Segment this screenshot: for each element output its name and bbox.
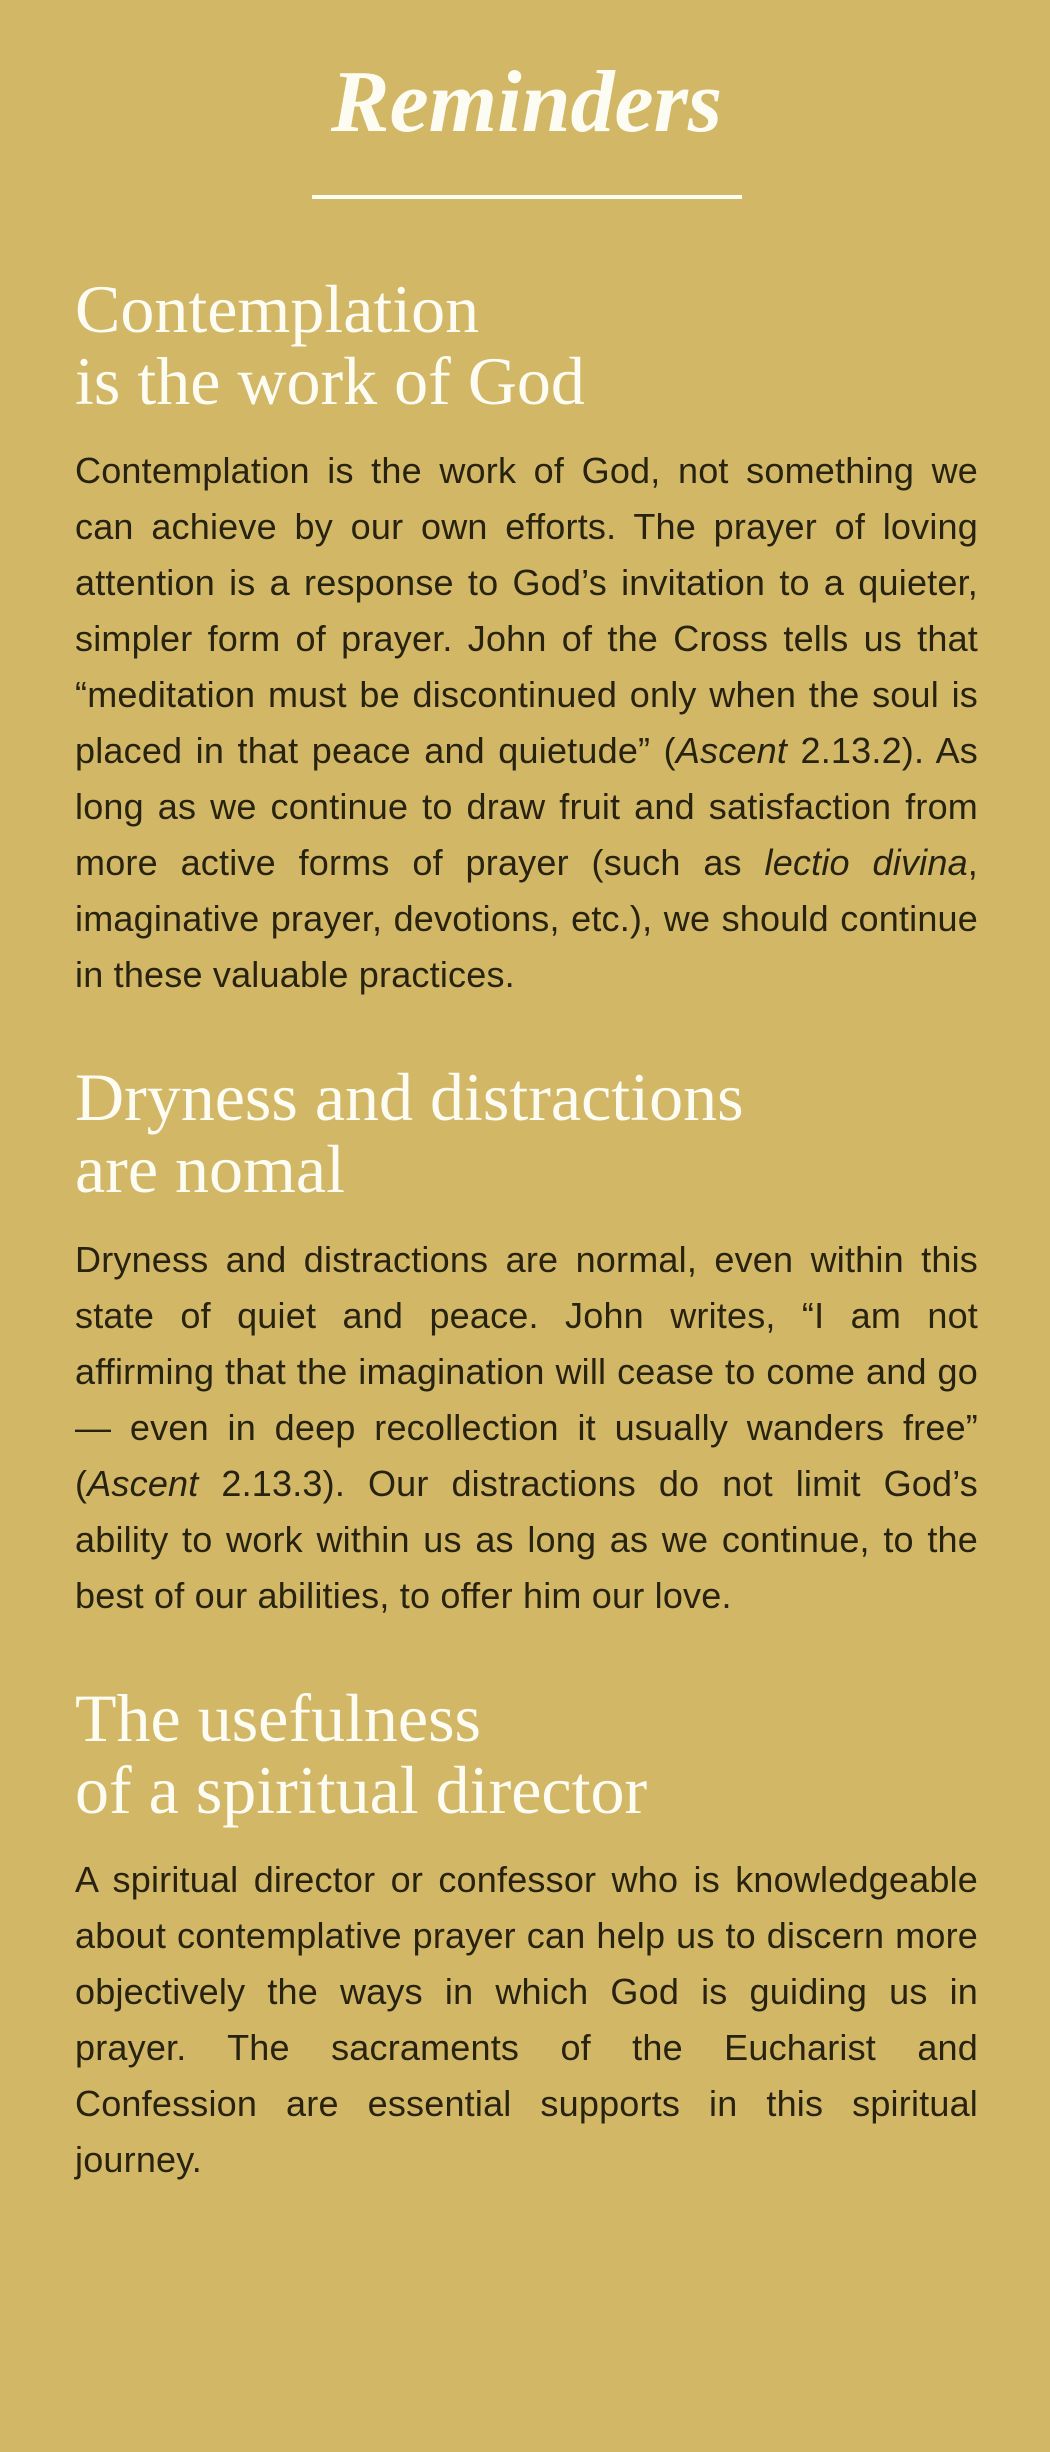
section-heading-contemplation bbox=[75, 271, 978, 420]
section-paragraph-dryness: Dryness and distractions are normal, even within this state of quiet and peace. John writes, “I am not affirming that the imagination will cease to come and go — even in deep recollection it usually wanders free” (Ascent 2.13.3). Our distractions do not limit God’s ability to work within us as long as we continue, to the best of our abilities, to offer him our love. bbox=[75, 1238, 978, 1616]
section-heading-line1: Contemplation bbox=[75, 271, 480, 348]
section-heading-line2: of a spiritual director bbox=[75, 1751, 648, 1828]
section-heading-line1: Dryness and distractions bbox=[75, 1059, 744, 1136]
section-heading-dryness bbox=[75, 1059, 978, 1208]
page-title: Reminders bbox=[330, 54, 723, 151]
page-content bbox=[0, 52, 1050, 2188]
section-paragraph-director: A spiritual director or confessor who is knowledgeable about contemplative prayer can help us to discern more objectively the ways in which God is guiding us in prayer. The sacraments of the Eucharist and Confession are essential supports in this spiritual journey. bbox=[75, 1858, 978, 2180]
section-heading-line2: is the work of God bbox=[75, 343, 585, 420]
title-underline bbox=[312, 195, 742, 199]
section-heading-director bbox=[75, 1679, 978, 1828]
section-heading-line2: are nomal bbox=[75, 1131, 345, 1208]
section-paragraph-contemplation: Contemplation is the work of God, not something we can achieve by our own efforts. The prayer of loving attention is a response to God’s invitation to a quieter, simpler form of prayer. John of the Cross tells us that “meditation must be discontinued only when the soul is placed in that peace and quietude” (Ascent 2.13.2). As long as we continue to draw fruit and satisfaction from more active forms of prayer (such as lectio divina, imaginative prayer, devotions, etc.), we should continue in these valuable practices. bbox=[75, 450, 979, 996]
section-heading-line1: The usefulness bbox=[75, 1679, 482, 1756]
